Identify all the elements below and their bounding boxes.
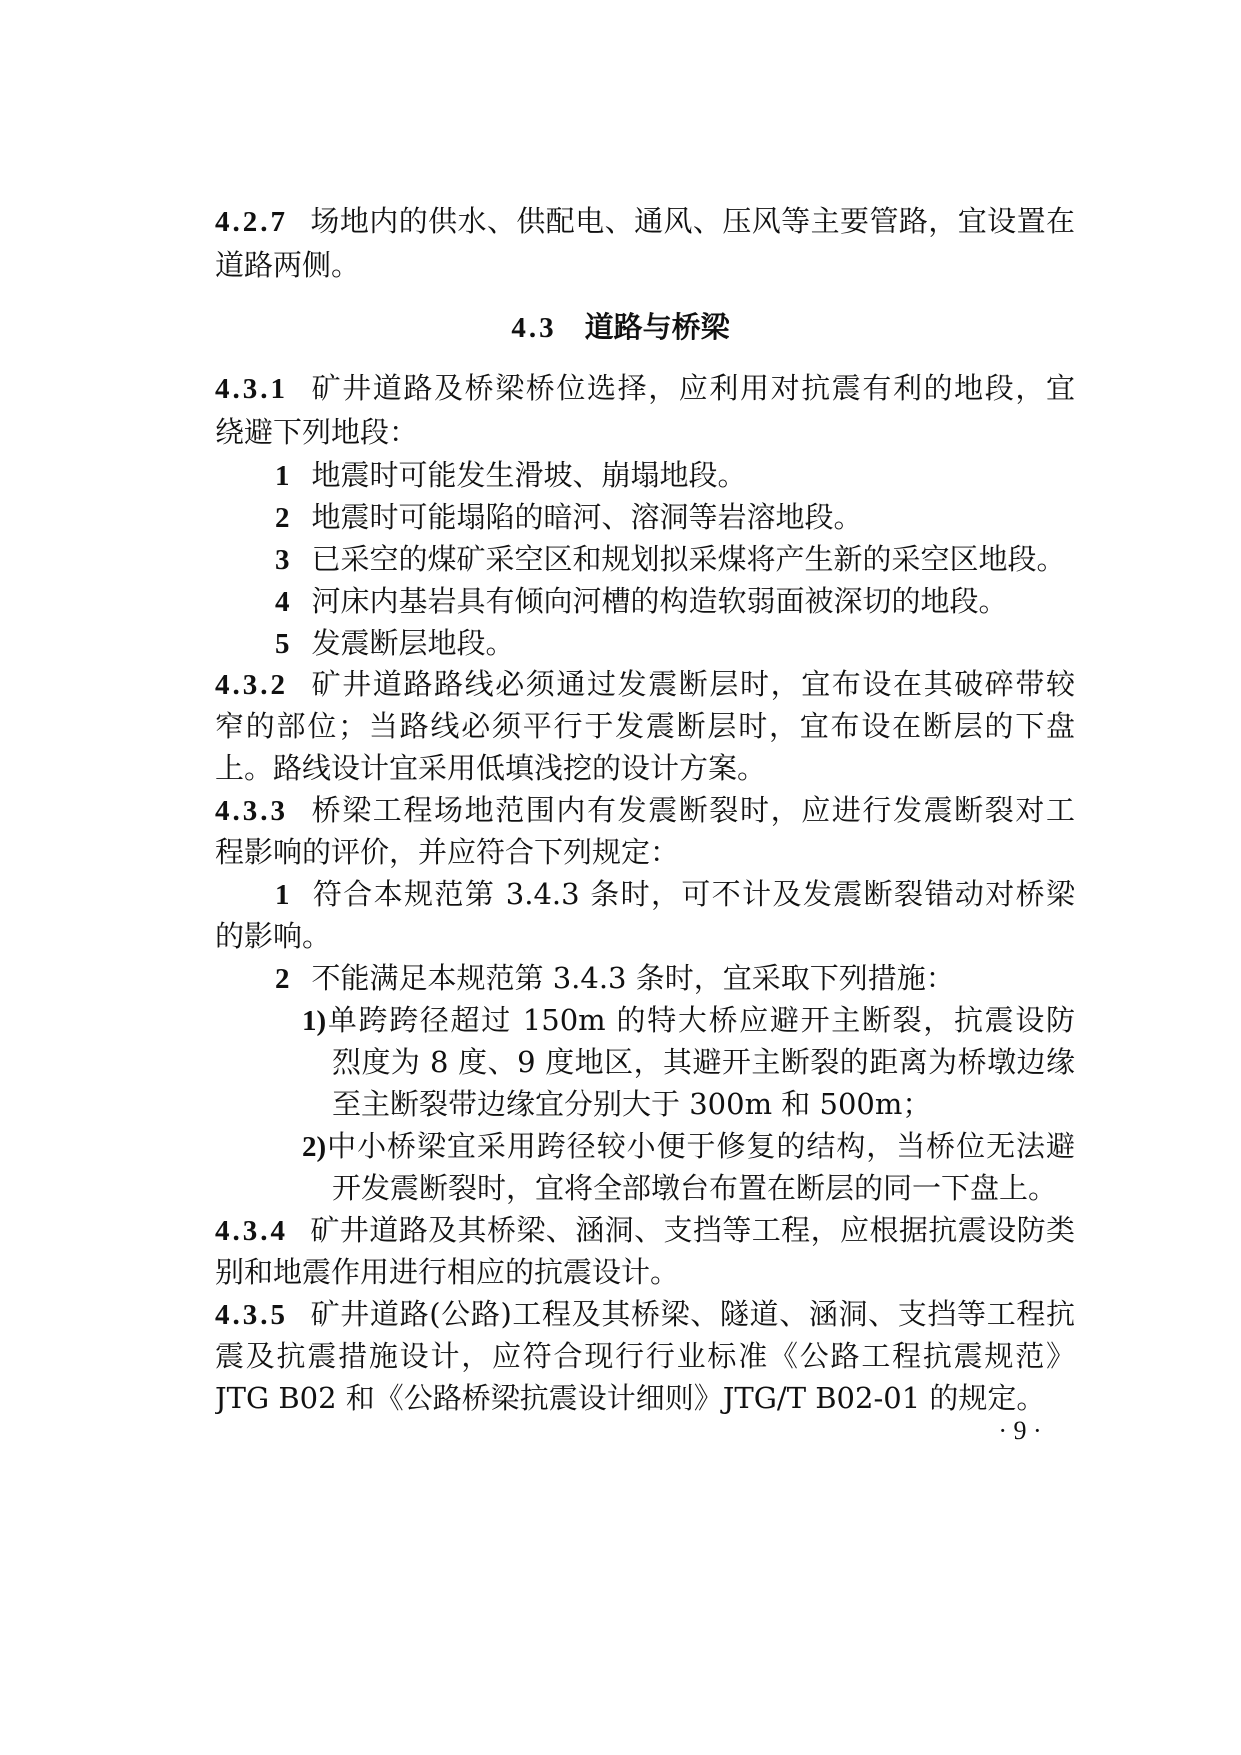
clause-4-3-2-line-2: 窄的部位；当路线必须平行于发震断层时，宜布设在断层的下盘: [215, 709, 1075, 743]
sub-list-item: 2)中小桥梁宜采用跨径较小便于修复的结构，当桥位无法避: [302, 1129, 1075, 1163]
clause-4-2-7-line-1: 4.2.7 场地内的供水、供配电、通风、压风等主要管路，宜设置在: [215, 204, 1075, 238]
clause-number: 4.3.1: [215, 373, 288, 405]
list-item: 4 河床内基岩具有倾向河槽的构造软弱面被深切的地段。: [275, 584, 1008, 618]
page-number: · 9 ·: [998, 1416, 1042, 1445]
clause-4-2-7-line-2: 道路两侧。: [215, 248, 361, 282]
clause-4-3-4-line-2: 别和地震作用进行相应的抗震设计。: [215, 1255, 680, 1289]
list-item: 2 地震时可能塌陷的暗河、溶洞等岩溶地段。: [275, 500, 863, 534]
clause-4-3-2-line-3: 上。路线设计宜采用低填浅挖的设计方案。: [215, 751, 767, 785]
clause-number: 4.3.2: [215, 669, 288, 701]
list-item: 3 已采空的煤矿采空区和规划拟采煤将产生新的采空区地段。: [275, 542, 1066, 576]
sub-list-item-continuation: 开发震断裂时，宜将全部墩台布置在断层的同一下盘上。: [332, 1171, 1058, 1205]
section-title: 道路与桥梁: [584, 310, 730, 344]
clause-number: 4.3.3: [215, 795, 288, 827]
list-item: 2 不能满足本规范第 3.4.3 条时，宜采取下列措施：: [275, 961, 955, 995]
list-item: 5 发震断层地段。: [275, 626, 515, 660]
section-number: 4.3: [511, 312, 557, 344]
clause-4-3-5-line-2: 震及抗震措施设计，应符合现行行业标准《公路工程抗震规范》: [215, 1339, 1075, 1373]
list-item: 1 地震时可能发生滑坡、崩塌地段。: [275, 458, 747, 492]
section-heading: [0, 307, 1241, 348]
clause-number: 4.3.4: [215, 1215, 288, 1247]
clause-4-3-4-line-1: 4.3.4 矿井道路及其桥梁、涵洞、支挡等工程，应根据抗震设防类: [215, 1213, 1075, 1247]
sub-list-item-continuation: 至主断裂带边缘宜分别大于 300m 和 500m；: [332, 1087, 932, 1121]
clause-4-3-5-line-1: 4.3.5 矿井道路(公路)工程及其桥梁、隧道、涵洞、支挡等工程抗: [215, 1297, 1075, 1331]
list-item: 1 符合本规范第 3.4.3 条时，可不计及发震断裂错动对桥梁: [275, 877, 1075, 911]
clause-number: 4.2.7: [215, 206, 288, 238]
clause-4-3-3-line-2: 程影响的评价，并应符合下列规定：: [215, 835, 680, 869]
clause-4-3-1-line-2: 绕避下列地段：: [215, 415, 419, 449]
clause-4-3-3-line-1: 4.3.3 桥梁工程场地范围内有发震断裂时，应进行发震断裂对工: [215, 793, 1075, 827]
clause-4-3-5-line-3: JTG B02 和《公路桥梁抗震设计细则》JTG/T B02-01 的规定。: [215, 1381, 1046, 1415]
clause-4-3-2-line-1: 4.3.2 矿井道路路线必须通过发震断层时，宜布设在其破碎带较: [215, 667, 1075, 701]
sub-list-item: 1)单跨跨径超过 150m 的特大桥应避开主断裂，抗震设防: [302, 1003, 1075, 1037]
list-item-continuation: 的影响。: [215, 919, 332, 953]
sub-list-item-continuation: 烈度为 8 度、9 度地区，其避开主断裂的距离为桥墩边缘: [332, 1045, 1075, 1079]
clause-number: 4.3.5: [215, 1299, 288, 1331]
clause-4-3-1-line-1: 4.3.1 矿井道路及桥梁桥位选择，应利用对抗震有利的地段，宜: [215, 371, 1075, 405]
